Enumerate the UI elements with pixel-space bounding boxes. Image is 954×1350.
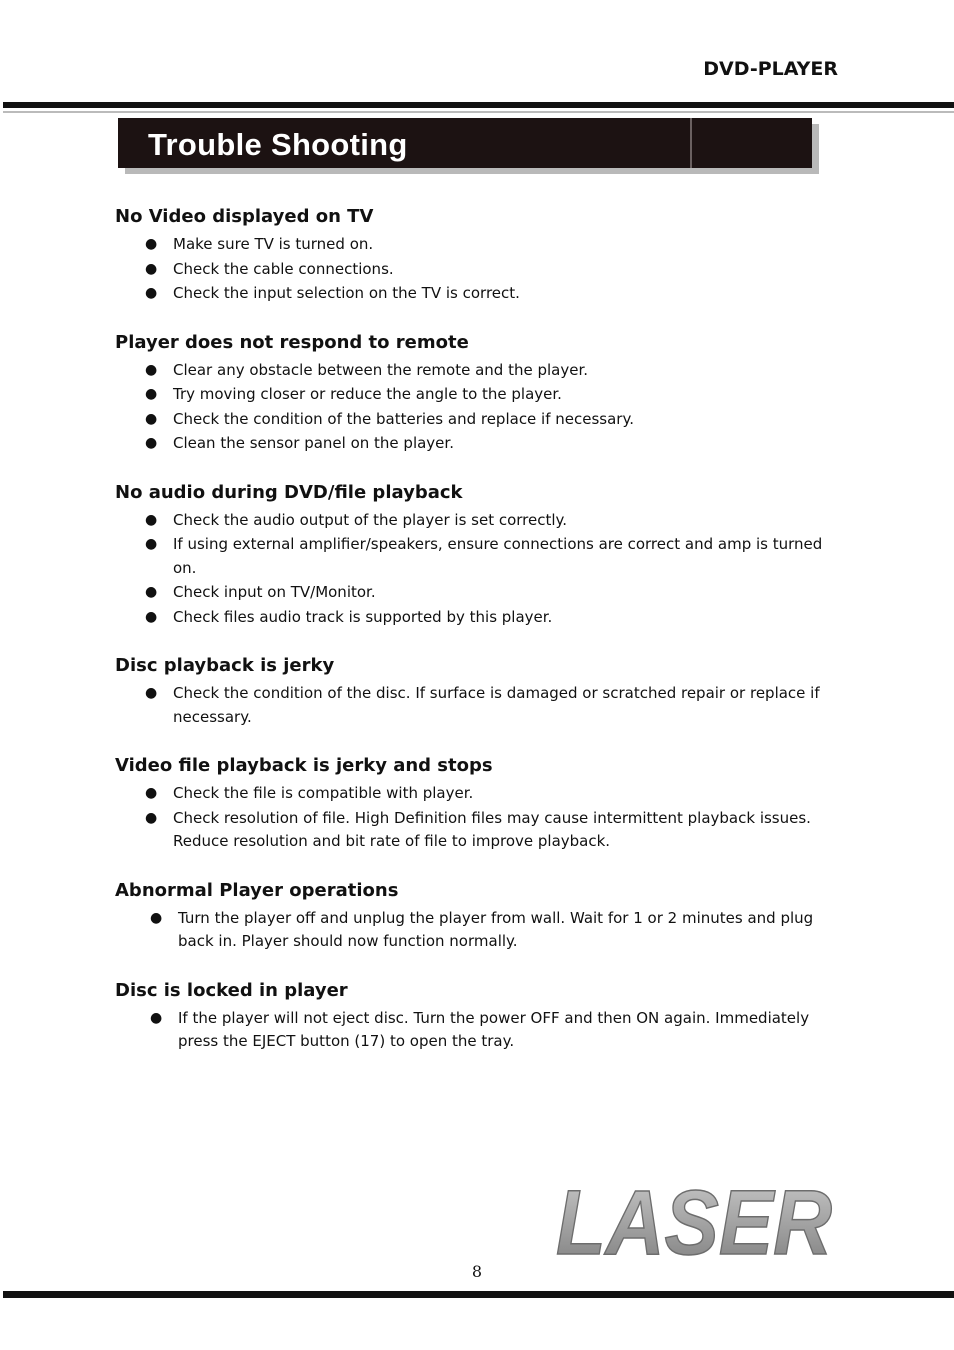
list-item: ● Clear any obstacle between the remote and the player.	[115, 359, 845, 383]
bullet-list	[115, 1007, 845, 1054]
list-item: ● Check files audio track is supported by this player.	[115, 606, 845, 630]
bullet-icon: ●	[145, 584, 158, 600]
list-item: ● Check the condition of the batteries and replace if necessary.	[115, 408, 845, 432]
section-heading: Disc is locked in player	[115, 979, 348, 1001]
bullet-icon: ●	[145, 260, 158, 277]
bullet-icon: ●	[145, 785, 158, 801]
bullet-icon: ●	[150, 1009, 163, 1026]
title-banner	[118, 118, 812, 168]
list-item: ● Check the input selection on the TV is correct.	[115, 282, 845, 306]
bullet-icon: ●	[145, 386, 158, 402]
list-item: ● Try moving closer or reduce the angle to the player.	[115, 383, 845, 407]
bullet-icon: ●	[145, 511, 158, 528]
list-item: ● If the player will not eject disc. Turn the power OFF and then ON again. Immediately press the EJECT button (17) to open the tray.	[150, 1008, 810, 1050]
bullet-icon: ●	[145, 685, 158, 701]
top-rule	[3, 102, 954, 108]
bullet-icon: ●	[145, 809, 158, 826]
section-video-file-jerky	[115, 754, 845, 854]
list-item: ● Check resolution of file. High Definition files may cause intermittent playback issues. Reduce resolution and bit rate of file to improve playback.	[145, 808, 811, 850]
top-rule-thin	[3, 111, 954, 113]
section-no-video	[115, 205, 845, 306]
bullet-icon: ●	[145, 361, 158, 378]
bullet-icon: ●	[145, 435, 158, 451]
bullet-icon: ●	[145, 236, 158, 252]
bullet-list	[115, 682, 845, 729]
list-item: ● Check the cable connections.	[115, 258, 845, 282]
list-item: ● Check the audio output of the player is set correctly.	[115, 509, 845, 533]
section-heading: Abnormal Player operations	[115, 879, 399, 901]
section-disc-jerky	[115, 654, 845, 729]
section-heading: Video file playback is jerky and stops	[115, 755, 493, 776]
section-heading: Player does not respond to remote	[115, 331, 469, 353]
laser-logo	[552, 1172, 836, 1274]
bullet-icon: ●	[145, 410, 158, 427]
page-title: Trouble Shooting	[148, 127, 408, 162]
bullet-list	[115, 359, 845, 456]
bullet-icon: ●	[145, 285, 158, 301]
bullet-list	[115, 233, 845, 306]
bullet-list	[115, 782, 845, 854]
bullet-list	[115, 907, 845, 954]
bottom-rule	[3, 1291, 954, 1298]
bullet-icon: ●	[145, 536, 158, 552]
list-item: ● Clean the sensor panel on the player.	[115, 432, 845, 456]
section-disc-locked	[115, 979, 845, 1054]
section-heading: Disc playback is jerky	[115, 655, 335, 676]
list-item: ● If using external amplifier/speakers, ensure connections are correct and amp is turned on.	[145, 535, 823, 577]
bullet-list	[115, 509, 845, 630]
page-number: 8	[471, 1262, 483, 1281]
section-abnormal-operations	[115, 879, 845, 954]
bullet-icon: ●	[150, 909, 163, 926]
section-no-audio	[115, 481, 845, 630]
section-heading: No Video displayed on TV	[115, 206, 374, 227]
title-banner-divider	[690, 118, 692, 168]
logo-text: LASER	[556, 1172, 832, 1274]
list-item: ● Make sure TV is turned on.	[115, 233, 845, 257]
section-remote	[115, 331, 845, 456]
product-header: DVD-PLAYER	[703, 58, 838, 80]
list-item: ● Check input on TV/Monitor.	[115, 581, 845, 605]
section-heading: No audio during DVD/file playback	[115, 481, 463, 503]
troubleshooting-content	[115, 205, 845, 1079]
list-item: ● Check the file is compatible with player.	[115, 782, 845, 806]
list-item: ● Turn the player off and unplug the player from wall. Wait for 1 or 2 minutes and plug back in. Player should now function normally.	[150, 908, 814, 950]
list-item: ● Check the condition of the disc. If surface is damaged or scratched repair or replace if necessary.	[145, 684, 820, 726]
bullet-icon: ●	[145, 608, 158, 625]
